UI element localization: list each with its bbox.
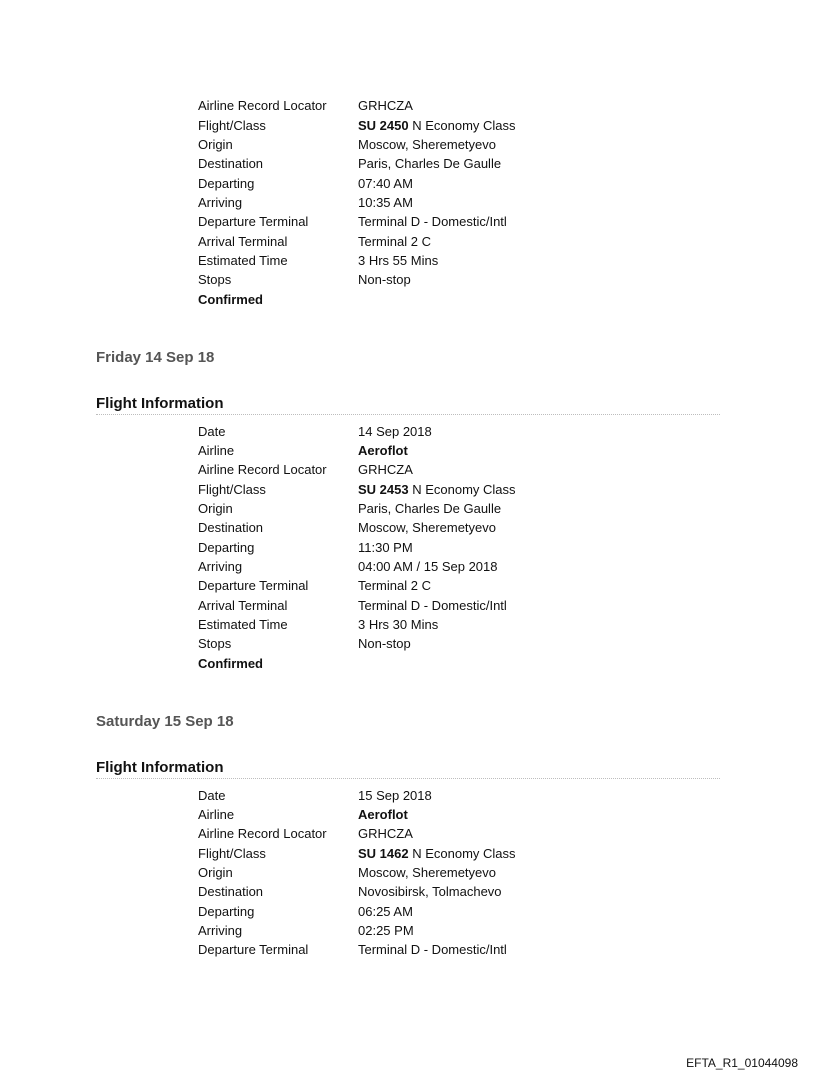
row-label: Airline Record Locator <box>198 462 327 477</box>
row-value: 14 Sep 2018 <box>358 424 432 439</box>
flight-number: SU 2453 <box>358 482 409 497</box>
row-label: Origin <box>198 865 233 880</box>
row-label: Origin <box>198 501 233 516</box>
row-value: 11:30 PM <box>358 540 413 555</box>
row-value <box>358 480 516 499</box>
document-id: EFTA_R1_01044098 <box>686 1056 798 1070</box>
row-value: GRHCZA <box>358 462 413 477</box>
row-value: 02:25 PM <box>358 923 414 938</box>
row-value: Terminal D - Domestic/Intl <box>358 214 507 229</box>
row-value <box>358 844 516 863</box>
row-label: Flight/Class <box>198 846 266 861</box>
row-label: Airline <box>198 443 235 458</box>
airline-name: Aeroflot <box>358 807 408 822</box>
row-label: Destination <box>198 156 264 171</box>
row-value: Non-stop <box>358 636 411 651</box>
row-label: Arriving <box>198 559 243 574</box>
row-label: Origin <box>198 137 233 152</box>
row-label: Arrival Terminal <box>198 598 288 613</box>
row-label: Airline <box>198 807 235 822</box>
flight-number: SU 2450 <box>358 118 409 133</box>
row-label: Estimated Time <box>198 617 288 632</box>
row-value: Moscow, Sheremetyevo <box>358 520 497 535</box>
row-label: Date <box>198 424 226 439</box>
row-label: Airline Record Locator <box>198 826 327 841</box>
flight-number: SU 1462 <box>358 846 409 861</box>
row-label: Arriving <box>198 195 243 210</box>
section-heading: Flight Information <box>96 758 720 779</box>
row-value <box>358 116 516 135</box>
day-heading: Friday 14 Sep 18 <box>96 349 215 366</box>
row-value: Terminal D - Domestic/Intl <box>358 598 507 613</box>
row-label: Date <box>198 788 226 803</box>
booking-status: Confirmed <box>198 656 263 671</box>
row-value: GRHCZA <box>358 826 413 841</box>
flight-class: N Economy Class <box>408 118 516 133</box>
row-label: Stops <box>198 636 232 651</box>
booking-status: Confirmed <box>198 292 263 307</box>
row-value: Terminal 2 C <box>358 578 431 593</box>
row-value: 06:25 AM <box>358 904 413 919</box>
row-label: Departing <box>198 176 255 191</box>
row-label: Estimated Time <box>198 253 288 268</box>
row-value: Paris, Charles De Gaulle <box>358 156 502 171</box>
row-value: Terminal D - Domestic/Intl <box>358 942 507 957</box>
row-label: Departure Terminal <box>198 578 309 593</box>
row-value: Moscow, Sheremetyevo <box>358 137 497 152</box>
day-heading: Saturday 15 Sep 18 <box>96 713 234 730</box>
row-label: Arrival Terminal <box>198 234 288 249</box>
row-value: Non-stop <box>358 272 411 287</box>
section-heading: Flight Information <box>96 394 720 415</box>
row-value: 15 Sep 2018 <box>358 788 432 803</box>
row-value: 07:40 AM <box>358 176 413 191</box>
flight-class: N Economy Class <box>408 482 516 497</box>
row-label: Flight/Class <box>198 482 266 497</box>
row-label: Departure Terminal <box>198 942 309 957</box>
row-value: 3 Hrs 30 Mins <box>358 617 439 632</box>
airline-name: Aeroflot <box>358 443 408 458</box>
row-value: 10:35 AM <box>358 195 413 210</box>
row-value: Terminal 2 C <box>358 234 431 249</box>
row-label: Destination <box>198 884 264 899</box>
flight-class: N Economy Class <box>408 846 516 861</box>
row-label: Departing <box>198 540 255 555</box>
row-value <box>358 441 408 460</box>
row-label: Departure Terminal <box>198 214 309 229</box>
row-value <box>358 805 408 824</box>
row-label: Destination <box>198 520 264 535</box>
row-value: GRHCZA <box>358 98 413 113</box>
row-value: Paris, Charles De Gaulle <box>358 501 502 516</box>
row-label: Stops <box>198 272 232 287</box>
row-value: 04:00 AM / 15 Sep 2018 <box>358 559 498 574</box>
row-label: Departing <box>198 904 255 919</box>
row-value: Moscow, Sheremetyevo <box>358 865 497 880</box>
row-value: Novosibirsk, Tolmachevo <box>358 884 502 899</box>
row-label: Arriving <box>198 923 243 938</box>
row-value: 3 Hrs 55 Mins <box>358 253 439 268</box>
row-label: Flight/Class <box>198 118 266 133</box>
row-label: Airline Record Locator <box>198 98 327 113</box>
